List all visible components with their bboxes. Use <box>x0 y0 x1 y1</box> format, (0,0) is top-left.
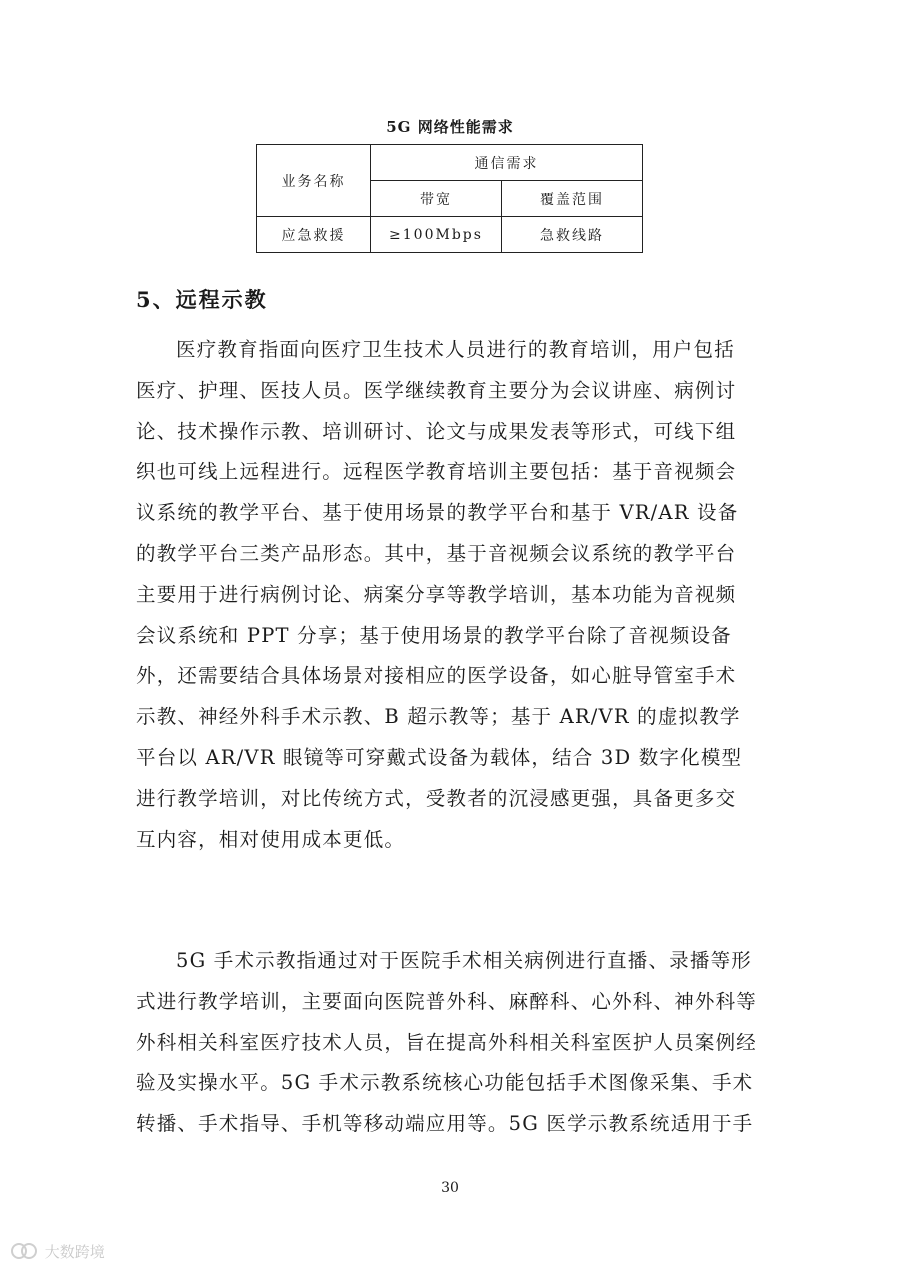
paragraph-line: 转播、手术指导、手机等移动端应用等。5G 医学示教系统适用于手 <box>136 1112 754 1136</box>
section-heading: 5、远程示教 <box>136 287 268 312</box>
paragraph-line: 进行教学培训，对比传统方式，受教者的沉浸感更强，具备更多交 <box>136 786 737 810</box>
paragraph-line: 织也可线上远程进行。远程医学教育培训主要包括：基于音视频会 <box>136 460 737 484</box>
paragraph-remote-teaching <box>136 330 776 860</box>
watermark-logo-icon <box>10 1242 40 1260</box>
paragraph-line: 医疗、护理、医技人员。医学继续教育主要分为会议讲座、病例讨 <box>136 378 737 402</box>
paragraph-line: 外科相关科室医疗技术人员，旨在提高外科相关科室医护人员案例经 <box>136 1030 758 1054</box>
paragraph-line: 外，还需要结合具体场景对接相应的医学设备，如心脏导管室手术 <box>136 664 737 688</box>
paragraph-line: 5G 手术示教指通过对于医院手术相关病例进行直播、录播等形 <box>176 949 752 972</box>
table-header-row <box>257 145 643 181</box>
header-bandwidth: 带宽 <box>371 181 502 217</box>
watermark <box>10 1241 105 1262</box>
network-requirements-table <box>256 144 643 253</box>
paragraph-line: 论、技术操作示教、培训研讨、论文与成果发表等形式，可线下组 <box>136 419 737 443</box>
header-coverage: 覆盖范围 <box>502 181 643 217</box>
header-communication-needs: 通信需求 <box>371 145 643 181</box>
paragraph-line: 的教学平台三类产品形态。其中，基于音视频会议系统的教学平台 <box>136 541 737 565</box>
paragraph-line: 医疗教育指面向医疗卫生技术人员进行的教育培训，用户包括 <box>176 338 735 361</box>
cell-business: 应急救援 <box>257 217 371 253</box>
cell-bandwidth: ≥100Mbps <box>371 217 502 253</box>
header-business-name: 业务名称 <box>257 145 371 217</box>
cell-coverage: 急救线路 <box>502 217 643 253</box>
paragraph-surgical-teaching <box>136 941 776 1145</box>
paragraph-line: 会议系统和 PPT 分享；基于使用场景的教学平台除了音视频设备 <box>136 623 732 647</box>
table-row <box>257 217 643 253</box>
paragraph-line: 验及实操水平。5G 手术示教系统核心功能包括手术图像采集、手术 <box>136 1071 754 1095</box>
paragraph-line: 议系统的教学平台、基于使用场景的教学平台和基于 VR/AR 设备 <box>136 501 739 525</box>
page-number: 30 <box>441 1180 459 1196</box>
paragraph-line: 主要用于进行病例讨论、病案分享等教学培训，基本功能为音视频 <box>136 582 737 606</box>
paragraph-line: 式进行教学培训，主要面向医院普外科、麻醉科、心外科、神外科等 <box>136 989 758 1013</box>
paragraph-line: 平台以 AR/VR 眼镜等可穿戴式设备为载体，结合 3D 数字化模型 <box>136 745 743 769</box>
table-title: 5G 网络性能需求 <box>386 118 514 136</box>
paragraph-line: 示教、神经外科手术示教、B 超示教等；基于 AR/VR 的虚拟教学 <box>136 705 741 729</box>
watermark-text: 大数跨境 <box>44 1243 105 1261</box>
paragraph-line: 互内容，相对使用成本更低。 <box>136 827 406 851</box>
